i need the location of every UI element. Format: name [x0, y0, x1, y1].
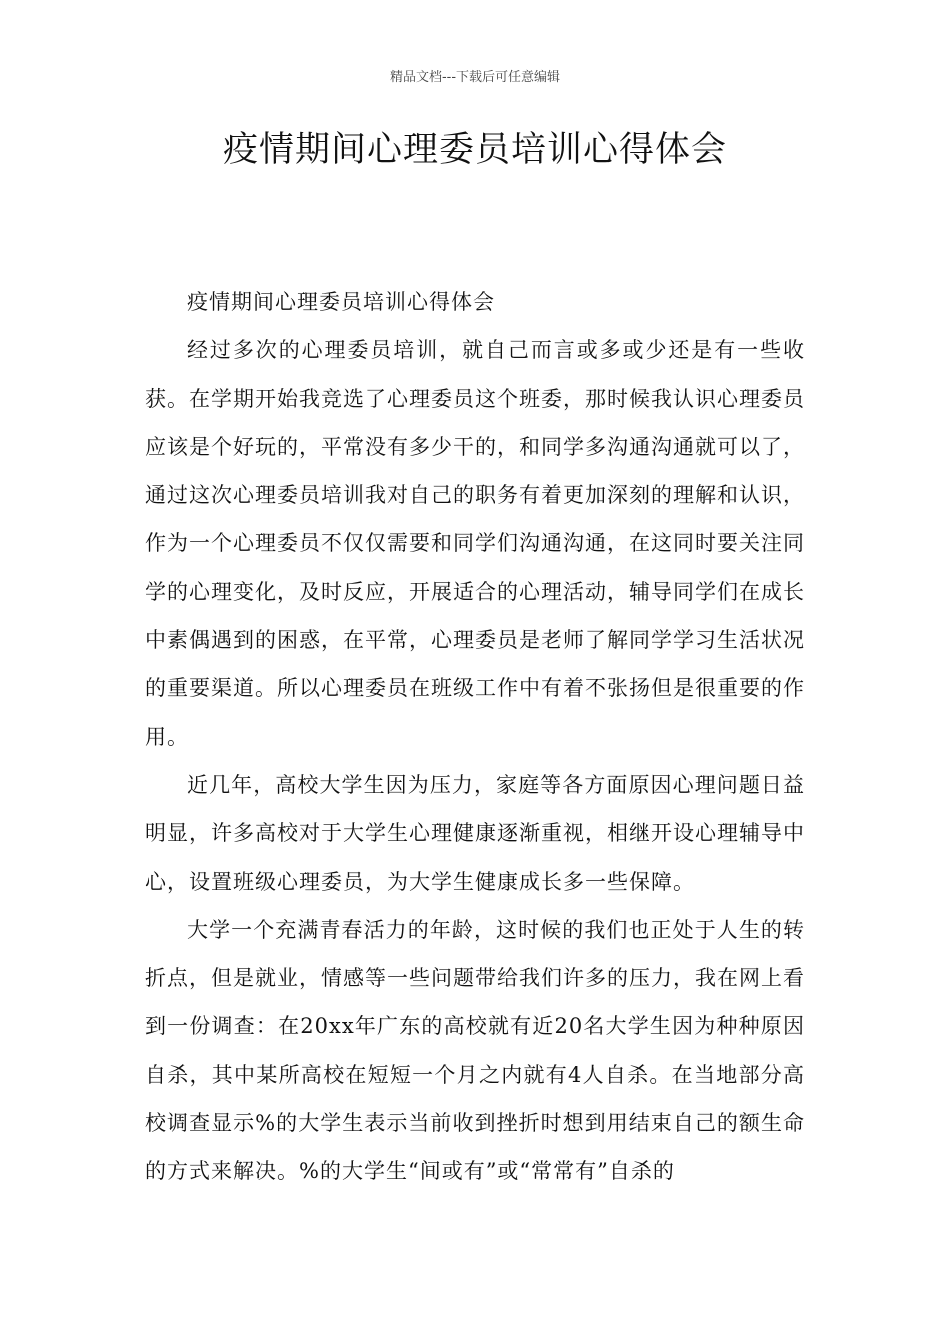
page-header: 精品文档---下载后可任意编辑	[389, 70, 561, 85]
paragraph: 大学一个充满青春活力的年龄，这时候的我们也正处于人生的转折点，但是就业，情感等一些问题带给我们许多的压力，我在网上看到一份调查：在20xx年广东的高校就有近20名大学生因为种种原因自杀，其中某所高校在短短一个月之内就有4人自杀。在当地部分高校调查显示%的大学生表示当前收到挫折时想到用结束自己的额生命的方式来解决。%的大学生“间或有”或“常常有”自杀的	[145, 917, 805, 1184]
document-title: 疫情期间心理委员培训心得体会	[222, 130, 727, 170]
paragraph: 经过多次的心理委员培训，就自己而言或多或少还是有一些收获。在学期开始我竞选了心理委员这个班委，那时候我认识心理委员应该是个好玩的，平常没有多少干的，和同学多沟通沟通就可以了，通过这次心理委员培训我对自己的职务有着更加深刻的理解和认识，作为一个心理委员不仅仅需要和同学们沟通沟通，在这同时要关注同学的心理变化，及时反应，开展适合的心理活动，辅导同学们在成长中素偶遇到的困惑，在平常，心理委员是老师了解同学学习生活状况的重要渠道。所以心理委员在班级工作中有着不张扬但是很重要的作用。	[145, 338, 805, 749]
paragraph-subtitle: 疫情期间心理委员培训心得体会	[187, 290, 495, 314]
document-body	[145, 278, 805, 1196]
paragraph: 近几年，高校大学生因为压力，家庭等各方面原因心理问题日益明显，许多高校对于大学生心理健康逐渐重视，相继开设心理辅导中心，设置班级心理委员，为大学生健康成长多一些保障。	[145, 772, 805, 894]
